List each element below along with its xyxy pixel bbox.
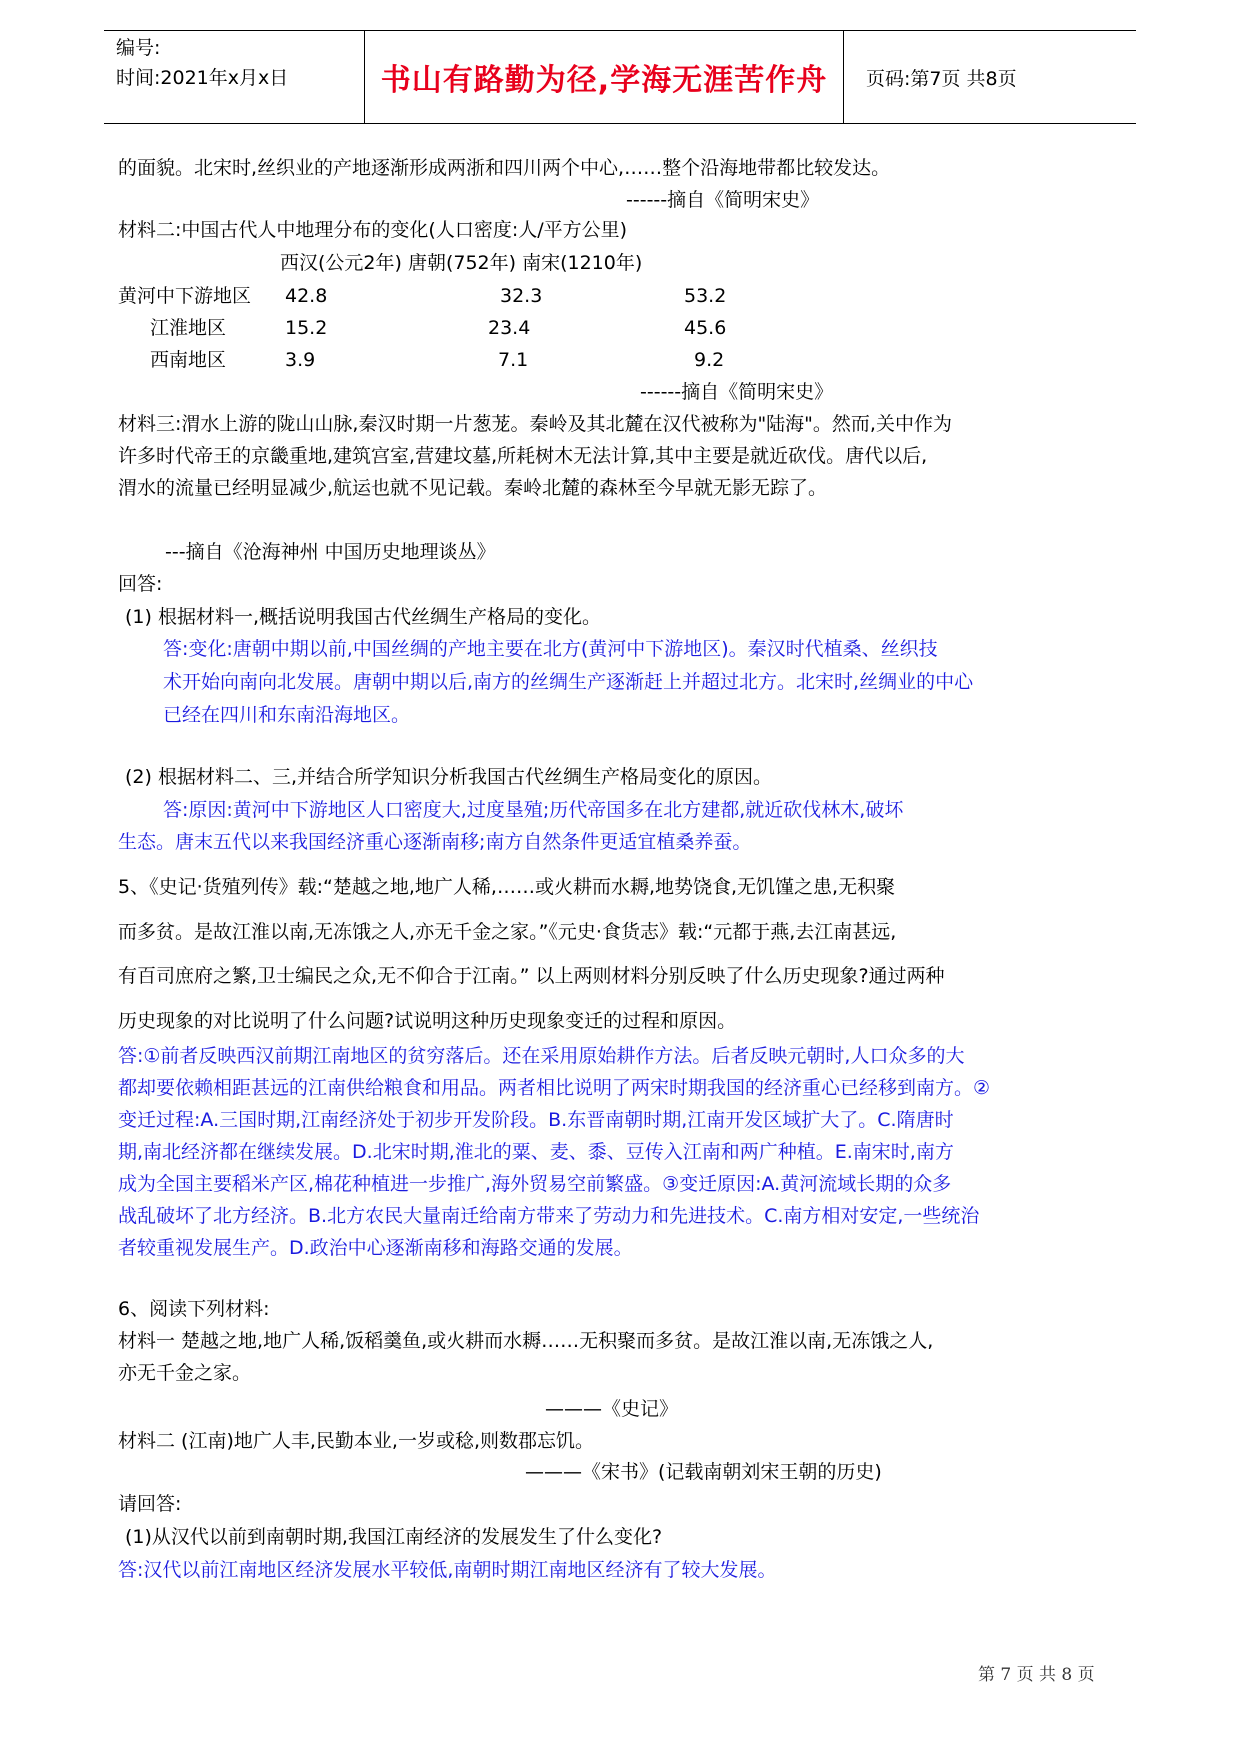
source-line: ------摘自《简明宋史》 <box>626 189 820 211</box>
table-cell: 53.2 <box>684 285 727 307</box>
source-line: ———《宋书》(记载南朝刘宋王朝的历史) <box>525 1461 882 1483</box>
motto-text: 书山有路勤为径,学海无涯苦作舟 <box>380 63 828 98</box>
text-line: 5、《史记·货殖列传》载:“楚越之地,地广人稀,……或火耕而水耨,地势饶食,无饥馑之患,无积聚 <box>118 876 896 898</box>
source-line: ------摘自《简明宋史》 <box>640 381 834 403</box>
table-row-label: 黄河中下游地区 <box>118 285 252 307</box>
text-line: 6、阅读下列材料: <box>118 1298 270 1320</box>
answer-line: 答:①前者反映西汉前期江南地区的贫穷落后。还在采用原始耕作方法。后者反映元朝时,人口众多的大 <box>118 1045 965 1067</box>
answer-line: 已经在四川和东南沿海地区。 <box>163 704 411 726</box>
text-line: 渭水的流量已经明显减少,航运也就不见记载。秦岭北麓的森林至今早就无影无踪了。 <box>118 477 828 499</box>
answer-line: 变迁过程:A.三国时期,江南经济处于初步开发阶段。B.东晋南朝时期,江南开发区域扩大了。C.隋唐时 <box>118 1109 954 1131</box>
answer-line: 期,南北经济都在继续发展。D.北宋时期,淮北的粟、麦、黍、豆传入江南和两广种植。E.南宋时,南方 <box>118 1141 954 1163</box>
answer-line: 成为全国主要稻米产区,棉花种植进一步推广,海外贸易空前繁盛。③变迁原因:A.黄河流域长期的众多 <box>118 1173 952 1195</box>
text-line: 材料三:渭水上游的陇山山脉,秦汉时期一片葱茏。秦岭及其北麓在汉代被称为"陆海"。然而,关中作为 <box>118 413 952 435</box>
question-line: (1) 根据材料一,概括说明我国古代丝绸生产格局的变化。 <box>125 606 601 628</box>
answer-line: 者较重视发展生产。D.政治中心逐渐南移和海路交通的发展。 <box>118 1237 633 1259</box>
text-line: 请回答: <box>118 1493 182 1515</box>
header-right-cell <box>856 31 1136 123</box>
answer-line: 术开始向南向北发展。唐朝中期以后,南方的丝绸生产逐渐赶上并超过北方。北宋时,丝绸业的中心 <box>163 671 974 693</box>
answer-line: 战乱破坏了北方经济。B.北方农民大量南迁给南方带来了劳动力和先进技术。C.南方相对安定,一些统治 <box>118 1205 980 1227</box>
table-cell: 23.4 <box>488 317 531 339</box>
table-row-label: 西南地区 <box>150 349 227 371</box>
page-footer: 第 7 页 共 8 页 <box>978 1665 1095 1685</box>
table-cell: 9.2 <box>694 349 725 371</box>
source-line: ———《史记》 <box>545 1398 679 1420</box>
table-cell: 15.2 <box>285 317 328 339</box>
text-line: 有百司庶府之繁,卫士编民之众,无不仰合于江南。” 以上两则材料分别反映了什么历史现象?通过两种 <box>118 965 945 987</box>
text-line: 历史现象的对比说明了什么问题?试说明这种历史现象变迁的过程和原因。 <box>118 1010 737 1032</box>
text-line: 许多时代帝王的京畿重地,建筑宫室,营建坟墓,所耗树木无法计算,其中主要是就近砍伐。唐代以后, <box>118 445 928 467</box>
table-cell: 45.6 <box>684 317 727 339</box>
serial-label: 编号: <box>116 37 161 59</box>
table-cell: 3.9 <box>285 349 316 371</box>
text-line: 材料一 楚越之地,地广人稀,饭稻羹鱼,或火耕而水耨……无积聚而多贫。是故江淮以南,无冻饿之人, <box>118 1330 934 1352</box>
text-line: 材料二:中国古代人中地理分布的变化(人口密度:人/平方公里) <box>118 219 628 241</box>
text-line: 而多贫。是故江淮以南,无冻饿之人,亦无千金之家。”《元史·食货志》载:“元都于燕,去江南甚远, <box>118 921 897 943</box>
page-number-label: 页码:第7页 共8页 <box>866 67 1017 90</box>
answer-line: 生态。唐末五代以来我国经济重心逐渐南移;南方自然条件更适宜植桑养蚕。 <box>118 831 752 853</box>
answer-line: 答:原因:黄河中下游地区人口密度大,过度垦殖;历代帝国多在北方建都,就近砍伐林木,破坏 <box>163 799 904 821</box>
text-line: 回答: <box>118 573 163 595</box>
table-cell: 32.3 <box>500 285 543 307</box>
source-line: ---摘自《沧海神州 中国历史地理谈丛》 <box>165 541 496 563</box>
table-row-label: 江淮地区 <box>150 317 227 339</box>
table-cell: 42.8 <box>285 285 328 307</box>
answer-line: 都却要依赖相距甚远的江南供给粮食和用品。两者相比说明了两宋时期我国的经济重心已经移到南方。② <box>118 1077 991 1099</box>
question-line: (2) 根据材料二、三,并结合所学知识分析我国古代丝绸生产格局变化的原因。 <box>125 766 772 788</box>
question-line: (1)从汉代以前到南朝时期,我国江南经济的发展发生了什么变化? <box>125 1526 663 1548</box>
time-label: 时间:2021年x月x日 <box>116 67 289 89</box>
table-header: 西汉(公元2年) 唐朝(752年) 南宋(1210年) <box>280 252 643 274</box>
page-header <box>104 30 1136 124</box>
text-line: 的面貌。北宋时,丝织业的产地逐渐形成两浙和四川两个中心,……整个沿海地带都比较发达。 <box>118 157 891 179</box>
answer-line: 答:变化:唐朝中期以前,中国丝绸的产地主要在北方(黄河中下游地区)。秦汉时代植桑、丝织技 <box>163 638 938 660</box>
text-line: 材料二 (江南)地广人丰,民勤本业,一岁或稔,则数郡忘饥。 <box>118 1430 594 1452</box>
text-line: 亦无千金之家。 <box>118 1362 252 1384</box>
header-motto-cell <box>364 31 844 123</box>
table-cell: 7.1 <box>498 349 529 371</box>
answer-line: 答:汉代以前江南地区经济发展水平较低,南朝时期江南地区经济有了较大发展。 <box>118 1559 777 1581</box>
